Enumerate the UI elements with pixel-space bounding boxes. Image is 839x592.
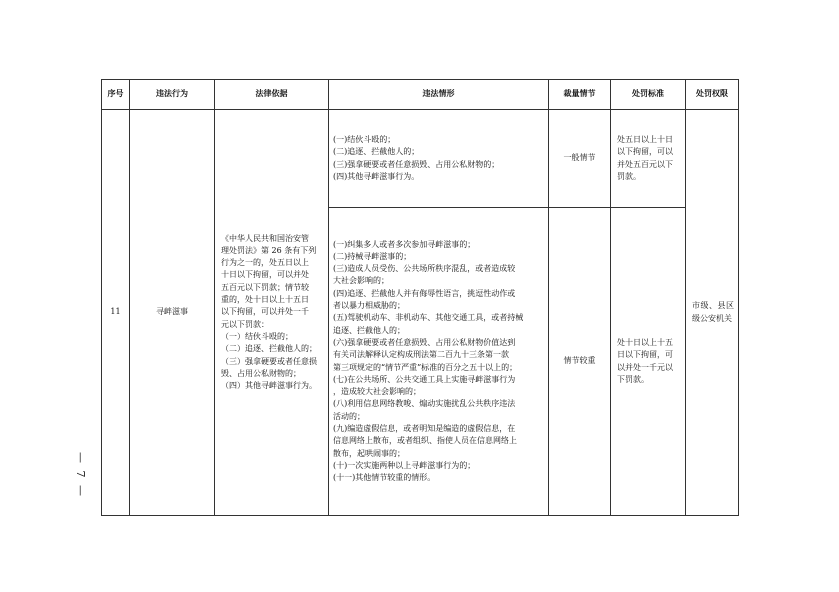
legal-basis-line: 《中华人民共和国治安管 <box>221 233 309 243</box>
penalty-table <box>101 79 739 516</box>
legal-basis-line: 毁、占用公私财物的； <box>221 368 301 378</box>
discretion-cell-general: 一般情节 <box>549 110 611 208</box>
legal-basis-line: 重的，处十日以上十五日 <box>221 295 309 305</box>
legal-basis-line: 理处罚法》第 26 条有下列 <box>221 245 317 255</box>
legal-basis-line: 行为之一的，处五日以上 <box>221 258 309 268</box>
scenario-line: (一)纠集多人或者多次参加寻衅滋事的； <box>333 239 476 249</box>
scenario-line: 者以暴力相威胁的； <box>333 301 405 311</box>
header-row <box>102 80 739 110</box>
penalty-line: 处五日以上十日 <box>617 134 673 144</box>
scenario-line: (九)编造虚假信息，或者明知是编造的虚假信息，在 <box>333 423 516 433</box>
header-authority: 处罚权限 <box>686 80 739 110</box>
act-cell: 寻衅滋事 <box>130 110 215 516</box>
scenario-cell-general <box>329 110 549 208</box>
scenario-line: 大社会影响的； <box>333 276 389 286</box>
scenario-line: (二)持械寻衅滋事的； <box>333 251 412 261</box>
scenario-line: (四)其他寻衅滋事行为。 <box>333 171 420 181</box>
scenario-line: 活动的； <box>333 411 365 421</box>
penalty-line: 日以下拘留，可 <box>617 350 673 360</box>
scenario-line: (七)在公共场所、公共交通工具上实施寻衅滋事行为 <box>333 374 516 384</box>
legal-basis-line: （二）追逐、拦截他人的； <box>221 344 317 354</box>
scenario-line: 信息网络上散布，或者组织、指使人员在信息网络上 <box>333 436 517 446</box>
scenario-line: 追逐、拦截他人的； <box>333 325 405 335</box>
discretion-cell-serious: 情节较重 <box>549 208 611 516</box>
legal-basis-line: 十日以下拘留，可以并处 <box>221 270 309 280</box>
header-discretion: 裁量情节 <box>549 80 611 110</box>
penalty-line: 罚款。 <box>617 171 641 181</box>
page-number: — 7 — <box>74 452 87 498</box>
legal-basis-line: （一）结伙斗殴的； <box>221 331 293 341</box>
scenario-line: (四)追逐、拦截他人并有侮辱性语言，挑逗性动作或 <box>333 288 516 298</box>
penalty-cell-serious <box>611 208 686 516</box>
table-row <box>102 110 739 208</box>
scenario-line: (一)结伙斗殴的； <box>333 134 396 144</box>
legal-basis-line: （四）其他寻衅滋事行为。 <box>221 381 317 391</box>
scenario-line: (十)一次实施两种以上寻衅滋事行为的； <box>333 460 476 470</box>
scenario-line: ，造成较大社会影响的； <box>333 387 421 397</box>
seq-cell: 11 <box>102 110 130 516</box>
header-act: 违法行为 <box>130 80 215 110</box>
legal-basis-line: 元以下罚款： <box>221 319 269 329</box>
scenario-line: (三)造成人员受伤、公共场所秩序混乱，或者造成较 <box>333 264 516 274</box>
scenario-line: (五)驾驶机动车、非机动车、其他交通工具，或者持械 <box>333 313 524 323</box>
penalty-cell-general <box>611 110 686 208</box>
header-seq: 序号 <box>102 80 130 110</box>
penalty-line: 下罚款。 <box>617 374 649 384</box>
penalty-line: 以下拘留，可以 <box>617 147 673 157</box>
scenario-cell-serious <box>329 208 549 516</box>
scenario-line: (八)利用信息网络教唆、煽动实施扰乱公共秩序违法 <box>333 399 516 409</box>
scenario-line: 有关司法解释认定构成刑法第二百九十三条第一款 <box>333 350 509 360</box>
header-penalty: 处罚标准 <box>611 80 686 110</box>
scenario-line: 散布，起哄闹事的； <box>333 448 405 458</box>
legal-basis-line: 五百元以下罚款；情节较 <box>221 282 309 292</box>
legal-basis-line: （三）强拿硬要或者任意损 <box>221 356 317 366</box>
authority-cell: 市级、县区级公安机关 <box>686 110 739 516</box>
scenario-line: (二)追逐、拦截他人的； <box>333 147 420 157</box>
penalty-line: 并处五百元以下 <box>617 159 673 169</box>
scenario-line: (六)强拿硬要或者任意损毁、占用公私财物价值达到 <box>333 337 516 347</box>
header-scenario: 违法情形 <box>329 80 549 110</box>
header-legal-basis: 法律依据 <box>215 80 329 110</box>
legal-basis-cell <box>215 110 329 516</box>
scenario-line: 第三项规定的“情节严重”标准的百分之五十以上的； <box>333 362 518 372</box>
legal-basis-line: 以下拘留，可以并处一千 <box>221 307 309 317</box>
scenario-line: (三)强拿硬要或者任意损毁、占用公私财物的； <box>333 159 500 169</box>
penalty-line: 以并处一千元以 <box>617 362 673 372</box>
penalty-line: 处十日以上十五 <box>617 337 673 347</box>
scenario-line: (十一)其他情节较重的情形。 <box>333 473 436 483</box>
